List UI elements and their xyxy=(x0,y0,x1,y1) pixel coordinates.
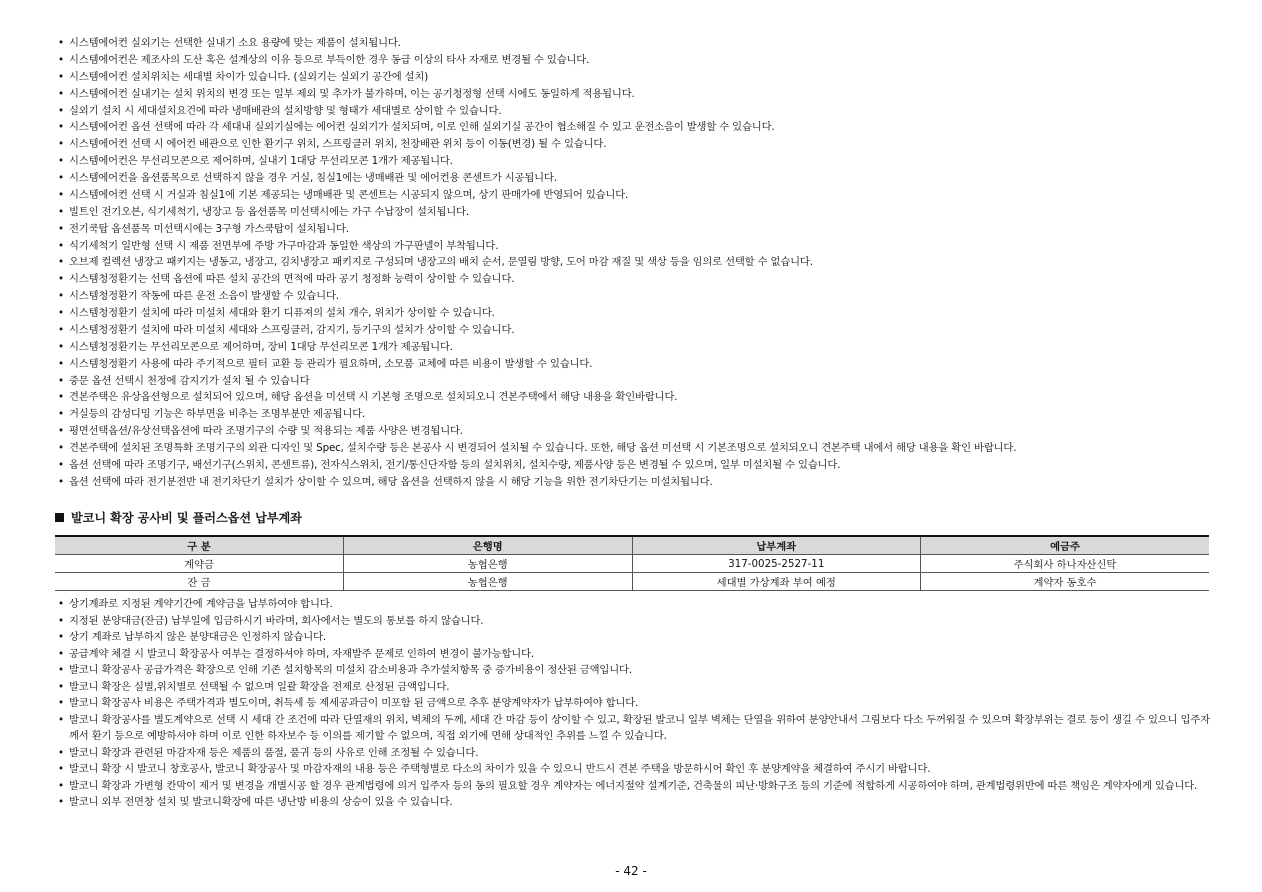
table-row xyxy=(55,573,1209,591)
list-item: • 발코니 확장 시 발코니 창호공사, 발코니 확장공사 및 마감자재의 내용 등은 주택형별로 다소의 차이가 있을 수 있으니 반드시 견본 주택을 방문하시어 확인 후 분양계약을 체결하여 주시기 바랍니다. xyxy=(58,761,1210,778)
list-item: • 시스템청정환기 설치에 따라 미설치 세대와 스프링클러, 감지기, 등기구의 설치가 상이할 수 있습니다. xyxy=(58,322,1218,339)
section-title-text: 발코니 확장 공사비 및 플러스옵션 납부계좌 xyxy=(71,511,302,525)
square-bullet-icon xyxy=(55,513,64,522)
list-item: • 시스템에어컨 옵션 선택에 따라 각 세대내 실외기실에는 에어컨 실외기가 설치되며, 이로 인해 실외기실 공간이 협소해질 수 있고 운전소음이 발생할 수 있습니다. xyxy=(58,119,1218,136)
list-item: • 시스템청정환기 작동에 따른 운전 소음이 발생할 수 있습니다. xyxy=(58,288,1218,305)
table-header-row xyxy=(55,536,1209,555)
section-title xyxy=(55,509,302,526)
list-item: • 거실등의 감성디밍 기능은 하부면을 비추는 조명부분만 제공됩니다. xyxy=(58,406,1218,423)
cell-holder: 주식회사 하나자산신탁 xyxy=(921,555,1210,573)
list-item: • 옵션 선택에 따라 조명기구, 배선기구(스위치, 콘센트류), 전자식스위치, 전기/통신단자함 등의 설치위치, 설치수량, 제품사양 등은 변경될 수 있으며, 일부 미설치될 수 있습니다. xyxy=(58,457,1218,474)
list-item: • 지정된 분양대금(잔금) 납부일에 입금하시기 바라며, 회사에서는 별도의 통보를 하지 않습니다. xyxy=(58,613,1210,630)
list-item: • 견본주택에 설치된 조명특화 조명기구의 외관 디자인 및 Spec, 설치수량 등은 본공사 시 변경되어 설치될 수 있습니다. 또한, 해당 옵션 미선택 시 기본조명으로 설치되오니 견본주택 내에서 해당 내용을 확인 바랍니다. xyxy=(58,440,1218,457)
page-number: - 42 - xyxy=(615,864,647,878)
list-item: • 발코니 확장과 관련된 마감자재 등은 제품의 품절, 품귀 등의 사유로 인해 조정될 수 있습니다. xyxy=(58,745,1210,762)
option-notes-list xyxy=(58,35,1218,491)
list-item: • 시스템에어컨은 무선리모콘으로 제어하며, 실내기 1대당 무선리모콘 1개가 제공됩니다. xyxy=(58,153,1218,170)
cell-account: 세대별 가상계좌 부여 예정 xyxy=(632,573,921,591)
list-item: • 평면선택옵션/유상선택옵션에 따라 조명기구의 수량 및 적용되는 제품 사양은 변경됩니다. xyxy=(58,423,1218,440)
list-item: • 오브제 컬렉션 냉장고 패키지는 냉동고, 냉장고, 김치냉장고 패키지로 구성되며 냉장고의 배치 순서, 문열림 방향, 도어 마감 재질 및 색상 등을 임의로 선택할 수 없습니다. xyxy=(58,254,1218,271)
cell-category: 계약금 xyxy=(55,555,344,573)
list-item: • 실외기 설치 시 세대설치요건에 따라 냉매배관의 설치방향 및 형태가 세대별로 상이할 수 있습니다. xyxy=(58,103,1218,120)
col-header-bank: 은행명 xyxy=(344,536,633,555)
list-item: • 견본주택은 유상옵션형으로 설치되어 있으며, 해당 옵션을 미선택 시 기본형 조명으로 설치되오니 견본주택에서 해당 내용을 확인바랍니다. xyxy=(58,389,1218,406)
list-item: • 시스템에어컨을 옵션품목으로 선택하지 않을 경우 거실, 침실1에는 냉매배관 및 에어컨용 콘센트가 시공됩니다. xyxy=(58,170,1218,187)
table-row xyxy=(55,555,1209,573)
list-item: • 전기쿡탑 옵션품목 미선택시에는 3구형 가스쿡탑이 설치됩니다. xyxy=(58,221,1218,238)
list-item: • 발코니 확장공사 공급가격은 확장으로 인해 기존 설치항목의 미설치 감소비용과 추가설치항목 중 증가비용이 정산된 금액입니다. xyxy=(58,662,1210,679)
list-item: • 시스템에어컨은 제조사의 도산 혹은 설계상의 이유 등으로 부득이한 경우 동급 이상의 타사 자재로 변경될 수 있습니다. xyxy=(58,52,1218,69)
list-item: • 발코니 확장은 실별,위치별로 선택될 수 없으며 일괄 확장을 전제로 산정된 금액입니다. xyxy=(58,679,1210,696)
col-header-category: 구 분 xyxy=(55,536,344,555)
list-item: • 시스템청정환기 사용에 따라 주기적으로 필터 교환 등 관리가 필요하며, 소모품 교체에 따른 비용이 발생할 수 있습니다. xyxy=(58,356,1218,373)
list-item: • 시스템에어컨 설치위치는 세대별 차이가 있습니다. (실외기는 실외기 공간에 설치) xyxy=(58,69,1218,86)
list-item: • 상기 계좌로 납부하지 않은 분양대금은 인정하지 않습니다. xyxy=(58,629,1210,646)
list-item: • 시스템에어컨 선택 시 거실과 침실1에 기본 제공되는 냉매배관 및 콘센트는 시공되지 않으며, 상기 판매가에 반영되어 있습니다. xyxy=(58,187,1218,204)
balcony-notes-list xyxy=(58,596,1210,811)
cell-holder: 계약자 동호수 xyxy=(921,573,1210,591)
list-item: • 시스템청정환기는 무선리모콘으로 제어하며, 장비 1대당 무선리모콘 1개가 제공됩니다. xyxy=(58,339,1218,356)
list-item: • 시스템청정환기는 선택 옵션에 따른 설치 공간의 면적에 따라 공기 청정화 능력이 상이할 수 있습니다. xyxy=(58,271,1218,288)
cell-bank: 농협은행 xyxy=(344,555,633,573)
list-item: • 발코니 확장과 가변형 칸막이 제거 및 변경을 개별시공 할 경우 관계법령에 의거 입주자 등의 동의 필요할 경우 계약자는 에너지절약 설계기준, 건축물의 피난·방화구조 등의 기준에 적합하게 시공하여야 하며, 관계법령위반에 따른 책임은 계약자에게 있습니다. xyxy=(58,778,1210,795)
list-item: • 식기세척기 일반형 선택 시 제품 전면부에 주방 가구마감과 동일한 색상의 가구판넬이 부착됩니다. xyxy=(58,238,1218,255)
col-header-account: 납부계좌 xyxy=(632,536,921,555)
list-item: • 시스템에어컨 실외기는 선택한 실내기 소요 용량에 맞는 제품이 설치됩니다. xyxy=(58,35,1218,52)
col-header-holder: 예금주 xyxy=(921,536,1210,555)
list-item: • 공급계약 체결 시 발코니 확장공사 여부는 결정하셔야 하며, 자재발주 문제로 인하여 변경이 불가능합니다. xyxy=(58,646,1210,663)
list-item: • 시스템에어컨 실내기는 설치 위치의 변경 또는 일부 제외 및 추가가 불가하며, 이는 공기청정형 선택 시에도 동일하게 적용됩니다. xyxy=(58,86,1218,103)
list-item: • 발코니 확장공사 비용은 주택가격과 별도이며, 취득세 등 제세공과금이 미포함 된 금액으로 추후 분양계약자가 납부하여야 합니다. xyxy=(58,695,1210,712)
list-item: • 중문 옵션 선택시 천정에 감지기가 설치 될 수 있습니다 xyxy=(58,373,1218,390)
list-item: • 상기계좌로 지정된 계약기간에 계약금을 납부하여야 합니다. xyxy=(58,596,1210,613)
cell-account: 317-0025-2527-11 xyxy=(632,555,921,573)
list-item: • 옵션 선택에 따라 전기분전반 내 전기차단기 설치가 상이할 수 있으며, 해당 옵션을 선택하지 않을 시 해당 기능을 위한 전기차단기는 미설치됩니다. xyxy=(58,474,1218,491)
list-item: • 시스템청정환기 설치에 따라 미설치 세대와 환기 디퓨져의 설치 개수, 위치가 상이할 수 있습니다. xyxy=(58,305,1218,322)
cell-category: 잔 금 xyxy=(55,573,344,591)
list-item: • 빌트인 전기오븐, 식기세척기, 냉장고 등 옵션품목 미선택시에는 가구 수납장이 설치됩니다. xyxy=(58,204,1218,221)
payment-account-table xyxy=(55,535,1209,591)
cell-bank: 농협은행 xyxy=(344,573,633,591)
list-item: • 발코니 확장공사를 별도계약으로 선택 시 세대 간 조건에 따라 단열재의 위치, 벽체의 두께, 세대 간 마감 등이 상이할 수 있고, 확장된 발코니 일부 벽체는 단열을 위하여 분양안내서 그림보다 다소 두꺼워질 수 있으며 확장부위는 결로 등이 생길 수 있으니 입주자께서 환기 등으로 예방하셔야 하며 이로 인한 하자보수 등 이의를 제기할 수 없으며, 직접 외기에 면해 상대적인 추위를 느낄 수 있습니다. xyxy=(58,712,1210,745)
list-item: • 시스템에어컨 선택 시 에어컨 배관으로 인한 환기구 위치, 스프링클러 위치, 천장배관 위치 등이 이동(변경) 될 수 있습니다. xyxy=(58,136,1218,153)
list-item: • 발코니 외부 전면창 설치 및 발코니확장에 따른 냉난방 비용의 상승이 있을 수 있습니다. xyxy=(58,794,1210,811)
